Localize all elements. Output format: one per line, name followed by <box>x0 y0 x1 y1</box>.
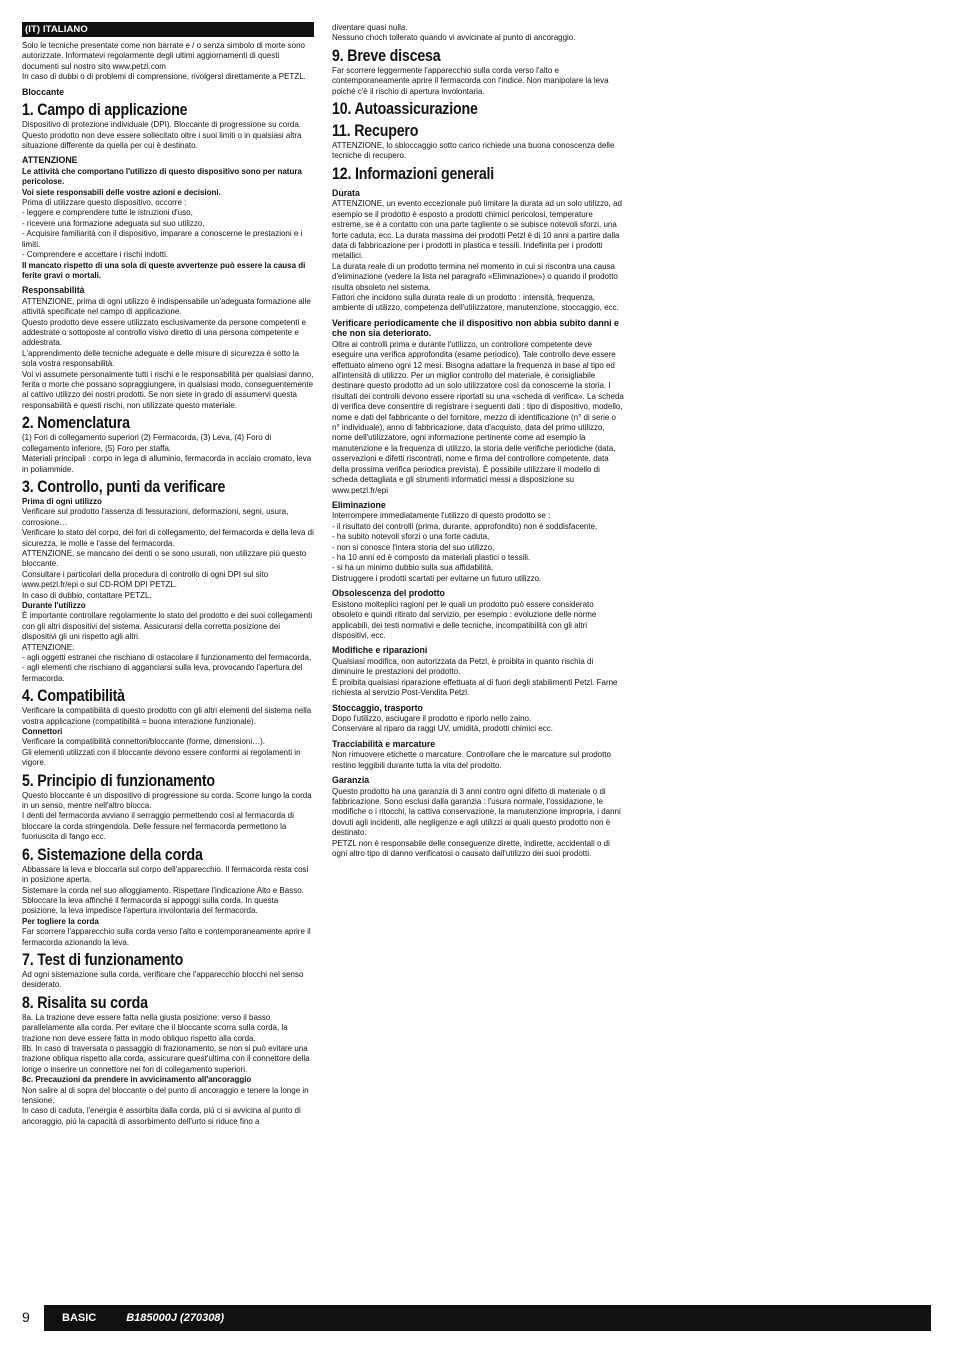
paragraph: (1) Fori di collegamento superiori (2) Fermacorda, (3) Leva, (4) Foro di collegamento inferiore, (5) Foro per staffa. <box>22 432 272 453</box>
paragraph: - ricevere una formazione adeguata sul suo utilizzo, <box>22 217 205 228</box>
paragraph: Gli elementi utilizzati con il bloccante devono essere conformi ai regolamenti in vigore. <box>22 746 301 768</box>
subheading: Tracciabilità e marcature <box>332 738 436 749</box>
right-column-content <box>332 22 624 858</box>
paragraph: ATTENZIONE, se mancano dei denti o se sono usurati, non utilizzare più questo bloccante. <box>22 547 307 569</box>
paragraph: Questo prodotto deve essere utilizzato esclusivamente da persone competenti e addestrate o sottoposte al controllo visivo diretto di una persona competente e addestrata. <box>22 316 306 348</box>
paragraph: I denti del fermacorda avviano il serraggio permettendo così al fermacorda di bloccare la corda stringendola. Delle fessure nel fermacorda permettono la fuoriuscita di fango ecc. <box>22 810 294 842</box>
section-heading: 2. Nomenclatura <box>22 414 130 433</box>
paragraph: Ad ogni sistemazione sulla corda, verificare che l'apparecchio blocchi nel senso desiderato. <box>22 968 304 990</box>
paragraph: Non rimuovere etichette o marcature. Controllare che le marcature sul prodotto restino leggibili durante tutta la vita del prodotto. <box>332 749 611 770</box>
paragraph: diventare quasi nulla. <box>332 22 408 32</box>
section-heading: 10. Autoassicurazione <box>332 100 478 119</box>
paragraph: 8c. Precauzioni da prendere in avvicinamento all'ancoraggio <box>22 1074 252 1085</box>
paragraph: Le attività che comportano l'utilizzo di questo dispositivo sono per natura pericolose. <box>22 165 302 187</box>
paragraph: Solo le tecniche presentate come non barrate e / o senza simbolo di morte sono autorizzate. Informatevi regolarmente degli ultimi aggiornamenti di questi documenti sul nostro sito www.petzl.com <box>22 40 306 71</box>
paragraph: Far scorrere l'apparecchio sulla corda verso l'alto e contemporaneamente aprire il fermacorda azionando la leva. <box>22 926 311 947</box>
paragraph: - non si conosce l'intera storia del suo utilizzo, <box>332 541 495 552</box>
paragraph: 8a. La trazione deve essere fatta nella giusta posizione: verso il basso parallelamente alla corda. Per evitare che il bloccante scorra sulla corda, la trazione non deve essere fatta in modo obliquo rispetto alla corda. <box>22 1011 288 1043</box>
section-heading: 9. Breve discesa <box>332 46 441 65</box>
paragraph: Verificare la compatibilità di questo prodotto con gli altri elementi del sistema nella vostra applicazione (compatibilità = buona interazione funzionale). <box>22 705 312 726</box>
paragraph: - ha subito notevoli sforzi o una forte caduta, <box>332 531 490 542</box>
paragraph: - Comprendere e accettare i rischi indotti. <box>22 249 169 260</box>
paragraph: Consultare i particolari della procedura di controllo di ogni DPI sul sito www.petzl.fr/epi o sul CD-ROM DPI PETZL. <box>22 568 269 590</box>
paragraph: Distruggere i prodotti scartati per evitarne un futuro utilizzo. <box>332 572 542 583</box>
paragraph: Esistono molteplici ragioni per le quali un prodotto può essere considerato obsoleto e quindi ritirato dal servizio, per esempio : evoluzione delle norme applicabili, dei testi normativi e delle tecniche, incompatibilità con gli altri dispositivi, ecc. <box>332 598 597 640</box>
paragraph: Verificare la compatibilità connettori/bloccante (forme, dimensioni…). <box>22 736 265 747</box>
subheading: Verificare periodicamente che il dispositivo non abbia subito danni e che non sia deteriorato. <box>332 317 619 339</box>
paragraph: - si ha un minimo dubbio sulla sua affidabilità. <box>332 562 494 573</box>
paragraph: Sistemare la corda nel suo alloggiamento. Rispettare l'indicazione Alto e Basso. Sbloccare la leva affinché il fermacorda si appoggi sulla corda. In questa posizione, la leva impedisce l'apertura involontaria del fermacorda. <box>22 884 304 916</box>
paragraph: In caso di dubbi o di problemi di comprensione, rivolgersi direttamente a PETZL. <box>22 71 306 82</box>
paragraph: - leggere e comprendere tutte le istruzioni d'uso, <box>22 207 193 218</box>
paragraph: Interrompere immediatamente l'utilizzo di questo prodotto se : <box>332 510 551 521</box>
paragraph: Conservare al riparo da raggi UV, umidità, prodotti chimici ecc. <box>332 723 553 734</box>
paragraph: Il mancato rispetto di una sola di queste avvertenze può essere la causa di ferite gravi o mortali. <box>22 259 306 280</box>
paragraph: Dopo l'utilizzo, asciugare il prodotto e riporlo nello zaino. <box>332 713 532 723</box>
section-heading: 11. Recupero <box>332 122 419 141</box>
subheading: Eliminazione <box>332 499 386 510</box>
paragraph: - agli elementi che rischiano di agganciarsi sulla leva, provocando l'apertura del fermacorda. <box>22 662 303 683</box>
subheading: Modifiche e riparazioni <box>332 645 428 656</box>
paragraph: Materiali principali : corpo in lega di alluminio, fermacorda in acciaio cromato, leva in poliammide. <box>22 453 312 474</box>
paragraph: In caso di dubbio, contattare PETZL. <box>22 589 152 600</box>
paragraph: Questo prodotto ha una garanzia di 3 anni contro ogni difetto di materiale o di fabbricazione. Sono esclusi dalla garanzia : l'usura normale, l'ossidazione, le modifiche o i ritocchi, la cattiva conservazione, la manutenzione impropria, i danni dovuti agli incidenti, alle negligenze e agli utilizzi ai quali questo prodotto non è destinato. <box>332 785 621 838</box>
section-heading: 6. Sistemazione della corda <box>22 845 203 864</box>
paragraph: Verificare lo stato del corpo, dei fori di collegamento, del fermacorda e della leva di sicurezza, le molle e l'asse del fermacorda. <box>22 527 314 548</box>
paragraph: Nessuno choch tollerato quando vi avvicinate al punto di ancoraggio. <box>332 32 576 43</box>
paragraph: - agli oggetti estranei che rischiano di ostacolare il funzionamento del fermacorda, <box>22 652 312 662</box>
paragraph: Dispositivo di protezione individuale (DPI). Bloccante di progressione su corda. <box>22 119 301 130</box>
section-heading: 1. Campo di applicazione <box>22 101 188 120</box>
subheading: Obsolescenza del prodotto <box>332 588 445 599</box>
paragraph: Prima di ogni utilizzo <box>22 495 102 506</box>
paragraph: Voi siete responsabili delle vostre azioni e decisioni. <box>22 186 221 197</box>
subheading: Bloccante <box>22 86 65 97</box>
paragraph: Verificare sul prodotto l'assenza di fessurazioni, deformazioni, segni, usura, corrosione… <box>22 506 289 527</box>
left-column <box>22 22 314 1126</box>
footer-product: BASIC <box>62 1312 97 1324</box>
section-heading: 12. Informazioni generali <box>332 164 495 183</box>
paragraph: Questo bloccante è un dispositivo di progressione su corda. Scorre lungo la corda in un senso, mentre nell'altro blocca. <box>22 789 312 811</box>
page-number: 9 <box>22 1309 30 1325</box>
paragraph: - ha 10 anni ed è composto da materiali plastici o tessili. <box>332 552 531 563</box>
left-column-content <box>22 40 314 1126</box>
paragraph: Per togliere la corda <box>22 915 99 926</box>
paragraph: - Acquisire familiarità con il dispositivo, imparare a conoscerne le prestazioni e i limiti. <box>22 228 303 249</box>
paragraph: Durante l'utilizzo <box>22 599 86 610</box>
paragraph: È proibita qualsiasi riparazione effettuata al di fuori degli stabilimenti Petzl. Farne richiesta al servizio Post-Vendita Petzl. <box>332 676 618 698</box>
paragraph: Far scorrere leggermente l'apparecchio sulla corda verso l'alto e contemporaneamente aprire il fermacorda con l'indice. Non manipolare la leva poiché c'è il rischio di apertura involontaria. <box>332 64 609 96</box>
paragraph: Qualsiasi modifica, non autorizzata da Petzl, è proibita in quanto rischia di diminuire le prestazioni del prodotto. <box>332 655 594 677</box>
paragraph: ATTENZIONE: <box>22 641 75 652</box>
paragraph: PETZL non è responsabile delle conseguenze dirette, indirette, accidentali o di ogni altro tipo di danno verificatosi o causato dall'utilizzo dei suoi prodotti. <box>332 837 610 859</box>
paragraph: - il risultato dei controlli (prima, durante, approfondito) non è soddisfacente, <box>332 520 598 531</box>
paragraph: Fattori che incidono sulla durata reale di un prodotto : intensità, frequenza, ambiente di utilizzo, competenza dell'utilizzatore, manutenzione, stoccaggio, ecc. <box>332 292 619 313</box>
paragraph: Questo prodotto non deve essere sollecitato oltre i suoi limiti o in qualsiasi altra situazione differente da quella per cui è destinato. <box>22 129 302 150</box>
section-heading: 7. Test di funzionamento <box>22 950 184 969</box>
paragraph: Voi vi assumete personalmente tutti i rischi e le responsabilità per qualsiasi danno, ferita o morte che possano sopraggiungere, in qualsiasi modo, conseguentemente al cattivo utilizzo dei nostri prodotti. Se non siete in grado di assumervi questa responsabilità e questi rischi, non utilizzate questo materiale. <box>22 368 314 410</box>
subheading: Garanzia <box>332 775 370 786</box>
language-header: (IT) ITALIANO <box>22 22 314 37</box>
section-heading: 3. Controllo, punti da verificare <box>22 477 226 496</box>
subheading: Stoccaggio, trasporto <box>332 702 423 713</box>
section-heading: 4. Compatibilità <box>22 687 125 706</box>
paragraph: Prima di utilizzare questo dispositivo, occorre : <box>22 197 187 208</box>
subheading: ATTENZIONE <box>22 155 78 166</box>
section-heading: 8. Risalita su corda <box>22 993 148 1012</box>
subheading: Durata <box>332 187 360 198</box>
paragraph: In caso di caduta, l'energia è assorbita dalla corda, più ci si avvicina al punto di ancoraggio, più la capacità di assorbimento dell'urto si riduce fino a <box>22 1105 301 1126</box>
section-heading: 5. Principio di funzionamento <box>22 771 215 790</box>
paragraph: ATTENZIONE, lo sbloccaggio sotto carico richiede una buona conoscenza delle tecniche di recupero. <box>332 140 615 161</box>
paragraph: Abbassare la leva e bloccarla sul corpo dell'apparecchio. Il fermacorda resta così in posizione aperta. <box>22 863 309 885</box>
footer-reference: B185000J (270308) <box>126 1312 225 1324</box>
paragraph: L'apprendimento delle tecniche adeguate e delle misure di sicurezza è sotto la sola vostra responsabilità. <box>22 347 299 369</box>
paragraph: È importante controllare regolarmente lo stato del prodotto e dei suoi collegamenti con gli altri dispositivi del sistema. Assicurarsi della corretta posizione dei dispositivi gli uni rispetto agli altri. <box>22 610 313 642</box>
paragraph: La durata reale di un prodotto termina nel momento in cui si riscontra una causa d'eliminazione (vedere la lista nel paragrafo «Eliminazione») o quando il prodotto risulta obsoleto nel sistema. <box>332 260 618 292</box>
paragraph: 8b. In caso di traversata o passaggio di frazionamento, se non si può evitare una trazione obliqua rispetto alla corda, assicurare quest'ultima con il connettore della longe o inserire un connettore nei fori di collegamento superiori. <box>22 1042 310 1074</box>
right-column <box>332 22 624 858</box>
paragraph: ATTENZIONE, un evento eccezionale può limitare la durata ad un solo utilizzo, ad esempio se il prodotto è esposto a prodotti chimici pericolosi, temperature estreme, se è a contatto con una parte tagliente o se subisce notevoli sforzi, una forte caduta, ecc. La durata massima dei prodotti Petzl è di 10 anni a partire dalla data di fabbricazione per i prodotti in plastica e tessili. Indefinita per i prodotti metallici. <box>332 198 622 261</box>
paragraph: Connettori <box>22 726 63 737</box>
paragraph: Oltre ai controlli prima e durante l'utilizzo, un controllore competente deve eseguire una verifica approfondita (esame periodico). Tale controllo deve essere effettuato almeno ogni 12 mesi. Bisogna adattare la frequenza in base al tipo ed all'intensità di utilizzo. Per un miglior controllo del materiale, è consigliabile destinare questo prodotto ad un solo utilizzatore così da conoscerne la storia. I risultati dei controlli devono essere riportati su una «scheda di verifica». La scheda di verifica deve consentire di registrare i seguenti dati : tipo di dispositivo, modello, nome e dati del fabbricante o del fornitore, mezzo di identificazione (n° di serie o n° individuale), anno di fabbricazione, data d'acquisto, data del primo utilizzo, nome dell'utilizzatore, ogni informazione pertinente come ad esempio la manutenzione e la frequenza di utilizzo, la storia delle verifiche periodiche (data, osservazioni e difetti riscontrati, nome e firma del controllore competente, data della prossima verifica periodica prevista). È possibile utilizzare il modello di scheda dettagliata e gli strumenti informatici messi a disposizione su www.petzl.fr/epi <box>332 338 624 495</box>
paragraph: Non salire al di sopra del bloccante o del punto di ancoraggio e tenere la longe in tensione. <box>22 1084 309 1105</box>
subheading: Responsabilità <box>22 285 85 296</box>
footer-bar <box>44 1305 931 1331</box>
paragraph: ATTENZIONE, prima di ogni utilizzo è indispensabile un'adeguata formazione alle attività specificate nel campo di applicazione. <box>22 295 311 317</box>
